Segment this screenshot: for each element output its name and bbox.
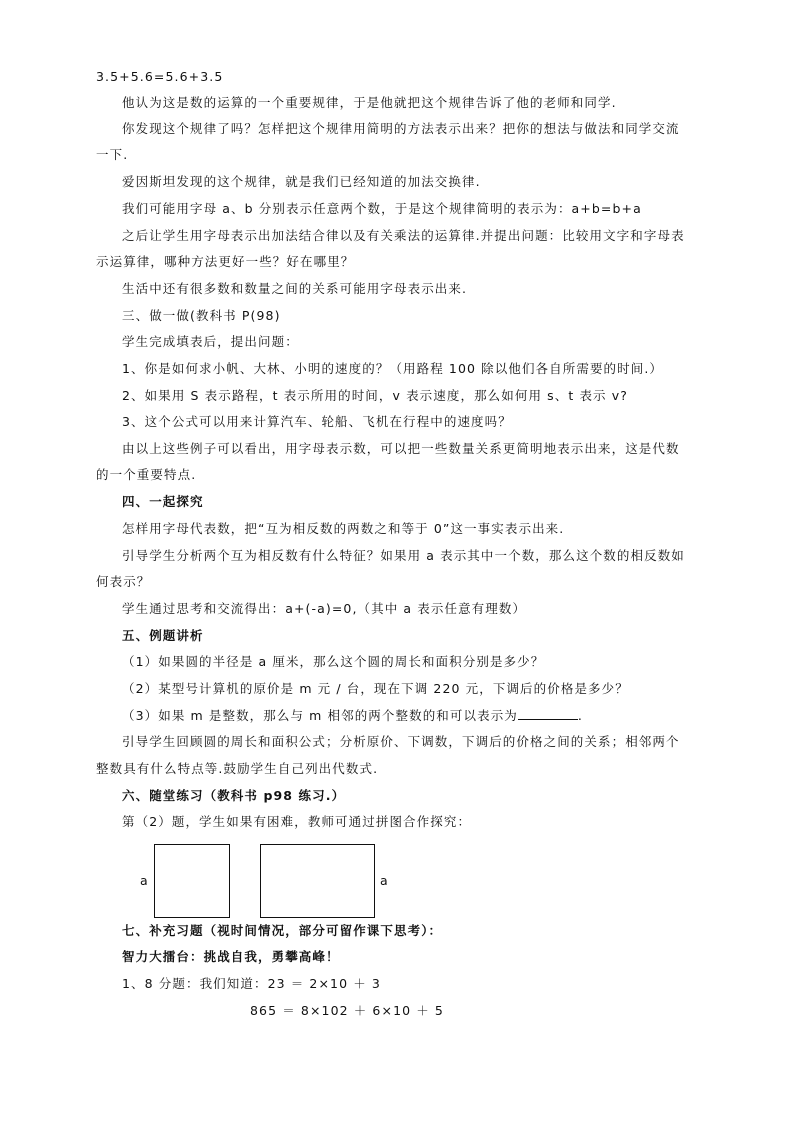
text-line: 学生通过思考和交流得出：a+(-a)=0,（其中 a 表示任意有理数） — [122, 601, 527, 616]
right-rectangle — [260, 844, 375, 918]
text-line: 怎样用字母代表数，把“互为相反数的两数之和等于 0”这一事实表示出来. — [122, 521, 565, 536]
exercise-item: 1、8 分题：我们知道：23 ＝ 2×10 ＋ 3 — [122, 976, 381, 991]
text-line: 第（2）题，学生如果有困难，教师可通过拼图合作探究： — [122, 814, 472, 829]
text-line: 的一个重要特点. — [96, 467, 197, 482]
fill-blank — [518, 707, 578, 720]
section-heading: 五、例题讲析 — [122, 628, 204, 643]
text-line: 引导学生回顾圆的周长和面积公式；分析原价、下调数，下调后的价格之间的关系；相邻两个 — [122, 734, 680, 749]
question-item: 2、如果用 S 表示路程，t 表示所用的时间，v 表示速度，那么如何用 s、t 表示 v? — [122, 388, 628, 403]
text-line: 由以上这些例子可以看出，用字母表示数，可以把一些数量关系更简明地表示出来，这是代数 — [122, 441, 680, 456]
left-square — [154, 844, 230, 918]
text-line: 整数具有什么特点等.鼓励学生自己列出代数式. — [96, 761, 379, 776]
question-item: 1、你是如何求小帆、大林、小明的速度的？（用路程 100 除以他们各自所需要的时间.） — [122, 361, 664, 376]
section-heading: 七、补充习题（视时间情况，部分可留作课下思考）： — [122, 923, 443, 938]
challenge-title: 智力大擂台：挑战自我，勇攀高峰！ — [122, 949, 340, 964]
example-item — [122, 707, 583, 725]
text-line: 何表示？ — [96, 574, 151, 589]
equation-line: 865 ＝ 8×102 ＋ 6×10 ＋ 5 — [250, 1003, 444, 1018]
example-item: （1）如果圆的半径是 a 厘米，那么这个圆的周长和面积分别是多少？ — [122, 654, 545, 669]
text-line: 我们可能用字母 a、b 分别表示任意两个数，于是这个规律简明的表示为：a+b=b+a — [122, 201, 642, 216]
section-heading: 六、随堂练习（教科书 p98 练习.） — [122, 788, 346, 803]
section-heading: 四、一起探究 — [122, 494, 204, 509]
text-line: 你发现这个规律了吗？怎样把这个规律用简明的方法表示出来？把你的想法与做法和同学交流 — [122, 121, 680, 136]
text-line: 生活中还有很多数和数量之间的关系可能用字母表示出来. — [122, 281, 468, 296]
example-item: （2）某型号计算机的原价是 m 元 / 台，现在下调 220 元，下调后的价格是多少？ — [122, 681, 629, 696]
example-end: . — [577, 708, 583, 723]
left-square-label: a — [140, 873, 148, 888]
text-line: 之后让学生用字母表示出加法结合律以及有关乘法的运算律.并提出问题：比较用文字和字母表 — [122, 228, 685, 243]
example-text: （3）如果 m 是整数，那么与 m 相邻的两个整数的和可以表示为 — [122, 708, 518, 723]
text-line: 爱因斯坦发现的这个规律，就是我们已经知道的加法交换律. — [122, 174, 481, 189]
right-rectangle-label: a — [380, 873, 388, 888]
text-line: 示运算律，哪种方法更好一些？好在哪里？ — [96, 254, 355, 269]
text-line: 引导学生分析两个互为相反数有什么特征？如果用 a 表示其中一个数，那么这个数的相反数如 — [122, 548, 685, 563]
section-heading: 三、做一做(教科书 P(98) — [122, 308, 281, 323]
text-line: 一下. — [96, 147, 129, 162]
text-line: 学生完成填表后，提出问题： — [122, 334, 299, 349]
equation-line: 3.5+5.6=5.6+3.5 — [96, 69, 224, 84]
question-item: 3、这个公式可以用来计算汽车、轮船、飞机在行程中的速度吗？ — [122, 414, 512, 429]
text-line: 他认为这是数的运算的一个重要规律，于是他就把这个规律告诉了他的老师和同学. — [122, 95, 617, 110]
